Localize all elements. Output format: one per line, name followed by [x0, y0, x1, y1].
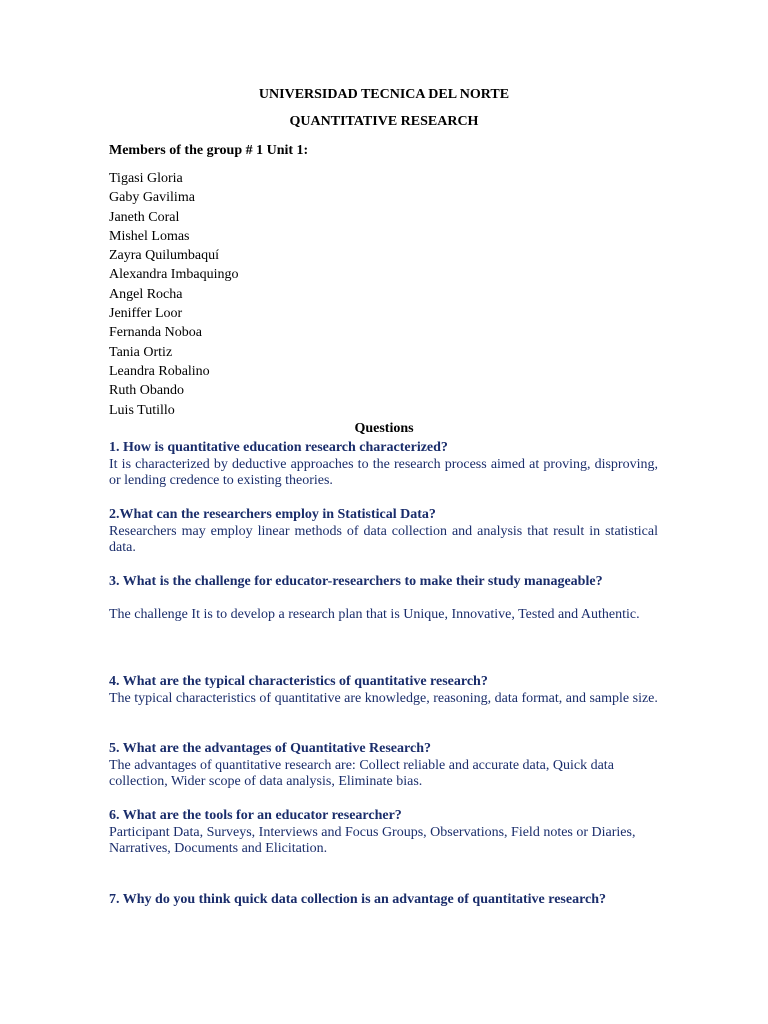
answer-text: The typical characteristics of quantitative are knowledge, reasoning, data format, and sample size. [109, 690, 658, 706]
member-item: Jeniffer Loor [109, 306, 183, 322]
answer-text: It is characterized by deductive approaches to the research process aimed at proving, disproving, or lending credence to existing theories. [109, 456, 658, 488]
member-item: Luis Tutillo [109, 402, 175, 418]
question-text: 7. Why do you think quick data collection is an advantage of quantitative research? [109, 892, 607, 907]
member-item: Tigasi Gloria [109, 171, 183, 186]
member-item: Zayra Quilumbaquí [109, 248, 220, 264]
qa-item [109, 808, 658, 858]
member-item: Ruth Obando [109, 383, 185, 399]
question-text: 2.What can the researchers employ in Statistical Data? [109, 507, 436, 522]
question-text: 4. What are the typical characteristics of quantitative research? [109, 674, 488, 689]
answer-text: The challenge It is to develop a research plan that is Unique, Innovative, Tested and Authentic. [109, 606, 640, 622]
members-list [109, 169, 238, 420]
qa-item [109, 674, 658, 707]
questions-heading: Questions [354, 421, 414, 436]
question-text: 5. What are the advantages of Quantitative Research? [109, 741, 431, 756]
member-item: Angel Rocha [109, 286, 183, 302]
qa-item [109, 741, 658, 791]
member-item: Fernanda Noboa [109, 325, 202, 341]
member-item: Tania Ortiz [109, 344, 173, 360]
qa-item [109, 574, 658, 623]
question-text: 3. What is the challenge for educator-researchers to make their study manageable? [109, 574, 603, 589]
subject-title: QUANTITATIVE RESEARCH [289, 114, 479, 129]
qa-item [109, 892, 658, 909]
qa-item [109, 440, 658, 490]
member-item: Mishel Lomas [109, 228, 190, 244]
university-title: UNIVERSIDAD TECNICA DEL NORTE [258, 87, 510, 102]
question-text: 1. How is quantitative education research characterized? [109, 440, 448, 455]
member-item: Alexandra Imbaquingo [109, 267, 239, 283]
question-text: 6. What are the tools for an educator researcher? [109, 808, 402, 823]
answer-text: Researchers may employ linear methods of data collection and analysis that result in statistical data. [109, 523, 658, 555]
qa-item [109, 507, 658, 557]
answer-text: Participant Data, Surveys, Interviews and Focus Groups, Observations, Field notes or Diaries, Narratives, Documents and Elicitation. [109, 824, 636, 856]
member-item: Janeth Coral [109, 209, 180, 225]
group-heading: Members of the group # 1 Unit 1: [109, 143, 309, 158]
member-item: Leandra Robalino [109, 363, 210, 379]
answer-text: The advantages of quantitative research are: Collect reliable and accurate data, Quick data collection, Wider scope of data analysis, Eliminate bias. [109, 757, 614, 789]
member-item: Gaby Gavilima [109, 190, 195, 206]
